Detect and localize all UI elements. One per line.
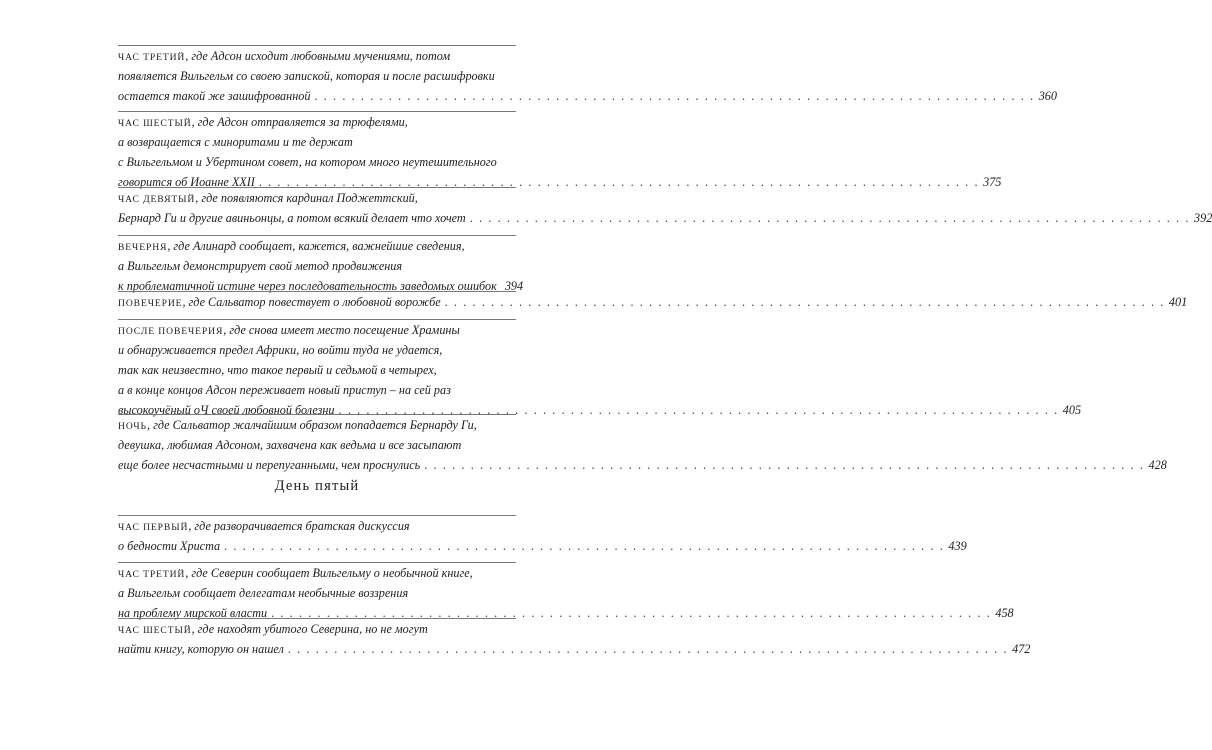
page-number: 458 (995, 606, 1014, 620)
toc-line (118, 86, 1057, 106)
toc-line (118, 563, 516, 583)
entry-text: , где появляются кардинал Поджеттский, (195, 191, 418, 205)
entry-text: , где Адсон отправляется за трюфелями, (191, 115, 408, 129)
dot-leader (445, 292, 1165, 312)
toc-line (118, 516, 516, 536)
entry-text: а в конце концов Адсон переживает новый приступ – на сей раз (118, 383, 451, 397)
toc-entry-a6 (118, 414, 1167, 475)
entry-text: а Вильгельм сообщает делегатам необычные воззрения (118, 586, 409, 600)
toc-line (118, 619, 516, 639)
toc-line (118, 360, 516, 380)
entry-text: с Вильгельмом и Убертином совет, на котором много неутешительного (118, 155, 497, 169)
toc-entry-b0 (118, 515, 967, 556)
hour-label: ЧАС ШЕСТЫЙ (118, 625, 192, 636)
toc-line (118, 132, 516, 152)
toc-entry-a4 (118, 291, 1188, 312)
toc-line (118, 256, 516, 276)
toc-entry-a0 (118, 45, 1057, 106)
toc-line (118, 292, 1188, 312)
entry-text: появляется Вильгельм со своею запиской, которая и после расшифровки (118, 69, 495, 83)
dot-leader (224, 536, 944, 556)
entry-text: а Вильгельм демонстрирует свой метод продвижения (118, 259, 403, 273)
entry-text: найти книгу, которую он нашел (118, 642, 284, 656)
toc-entry-a1 (118, 111, 1002, 192)
hour-label: ВЕЧЕРНЯ (118, 242, 168, 253)
page-number: 439 (948, 539, 967, 553)
entry-text: остается такой же зашифрованной (118, 89, 311, 103)
entry-text: , где находят убитого Северина, но не могут (191, 622, 428, 636)
hour-label: НОЧЬ (118, 421, 147, 432)
entry-text: , где Северин сообщает Вильгельму о необычной книге, (185, 566, 473, 580)
toc-entry-b1 (118, 562, 1014, 623)
entry-text: девушка, любимая Адсоном, захвачена как ведьма и все засыпают (118, 438, 462, 452)
toc-line (118, 639, 1031, 659)
hour-label: ЧАС ТРЕТИЙ (118, 569, 186, 580)
toc-line (118, 66, 516, 86)
toc-line (118, 112, 516, 132)
page-number: 401 (1168, 295, 1188, 309)
toc-line (118, 236, 516, 256)
toc-entry-a5 (118, 319, 1082, 420)
entry-text: и обнаруживается предел Африки, но войти туда не удается, (118, 343, 443, 357)
section-title: День пятый (274, 478, 360, 494)
toc-line (118, 536, 967, 556)
toc-line (118, 188, 516, 208)
entry-text: а возвращается с миноритами и те держат (118, 135, 353, 149)
entry-text: , где Сальватор повествует о любовной ворожбе (182, 295, 441, 309)
toc-line (118, 380, 516, 400)
dot-leader (424, 455, 1144, 475)
toc-line (118, 340, 516, 360)
dot-leader (470, 208, 1190, 228)
toc-line (118, 455, 1167, 475)
page-number: 405 (1062, 403, 1082, 417)
toc-line (118, 435, 516, 455)
hour-label: ЧАС ШЕСТЫЙ (118, 118, 192, 129)
hour-label: ЧАС ТРЕТИЙ (118, 52, 186, 63)
toc-line (118, 46, 516, 66)
hour-label: ЧАС ПЕРВЫЙ (118, 522, 189, 533)
toc-entry-a2 (118, 187, 1212, 228)
page-number: 472 (1012, 642, 1031, 656)
entry-text: , где Сальватор жалчайшим образом попадается Бернарду Ги, (146, 418, 477, 432)
toc-line (118, 208, 1212, 228)
page-number: 375 (983, 175, 1002, 189)
entry-text: Бернард Ги и другие авиньонцы, а потом всякий делает что хочет (118, 211, 466, 225)
toc-line (118, 320, 516, 340)
entry-text: на проблему мирской власти (118, 606, 268, 620)
toc-line (118, 415, 516, 435)
toc-line (118, 152, 516, 172)
hour-label: ЧАС ДЕВЯТЫЙ (118, 194, 196, 205)
toc-entry-b2 (118, 618, 1031, 659)
hour-label: ПОСЛЕ ПОВЕЧЕРИЯ (118, 326, 224, 337)
entry-text: о бедности Христа (118, 539, 221, 553)
dot-leader (314, 86, 1034, 106)
dot-leader (288, 639, 1008, 659)
toc-entry-a3 (118, 235, 524, 296)
page-number: 360 (1038, 89, 1057, 103)
toc-line (118, 583, 516, 603)
entry-text: , где Адсон исходит любовными мучениями, потом (185, 49, 451, 63)
hour-label: ПОВЕЧЕРИЕ (118, 298, 183, 309)
page-number: 392 (1194, 211, 1212, 225)
entry-text: так как неизвестно, что такое первый и седьмой в четырех, (118, 363, 437, 377)
entry-text: говорится об Иоанне XXII (118, 175, 255, 189)
page-number: 428 (1148, 458, 1167, 472)
entry-text: еще более несчастными и перепуганными, чем проснулись (118, 458, 421, 472)
entry-text: , где Алинард сообщает, кажется, важнейшие сведения, (167, 239, 465, 253)
entry-text: к проблематичной истине через последовательность заведомых ошибок (118, 279, 497, 293)
entry-text: , где разворачивается братская дискуссия (188, 519, 410, 533)
page-number: 394 (504, 279, 524, 293)
entry-text: , где снова имеет место посещение Храмины (223, 323, 460, 337)
entry-text: высокоучёный оЧ своей любовной болезни (118, 403, 335, 417)
